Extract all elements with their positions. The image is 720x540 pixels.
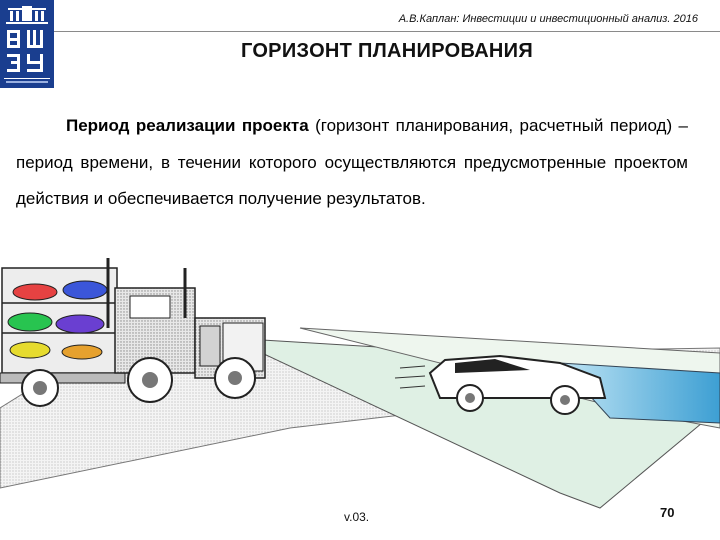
version-label: v.03. xyxy=(344,510,370,524)
logo-mark-icon xyxy=(0,0,54,88)
definition-paragraph xyxy=(16,108,688,218)
logo xyxy=(0,0,54,88)
term-bold: Период реализации проекта xyxy=(66,116,309,135)
truck-car-road-icon xyxy=(0,248,720,528)
term-definition: (горизонт планирования, расчетный период) – период времени, в течении которого осуществляются предусмотренные проектом действия и обеспечивается получение результатов. xyxy=(16,116,688,208)
page-number: 70 xyxy=(660,505,675,520)
page-title: ГОРИЗОНТ ПЛАНИРОВАНИЯ xyxy=(240,40,534,62)
truck-car-illustration xyxy=(0,248,720,533)
header-divider xyxy=(54,31,720,32)
header-citation: А.В.Каплан: Инвестиции и инвестиционный анализ. 2016 xyxy=(398,13,698,25)
truck-icon xyxy=(0,258,265,406)
definition-text xyxy=(16,108,688,218)
